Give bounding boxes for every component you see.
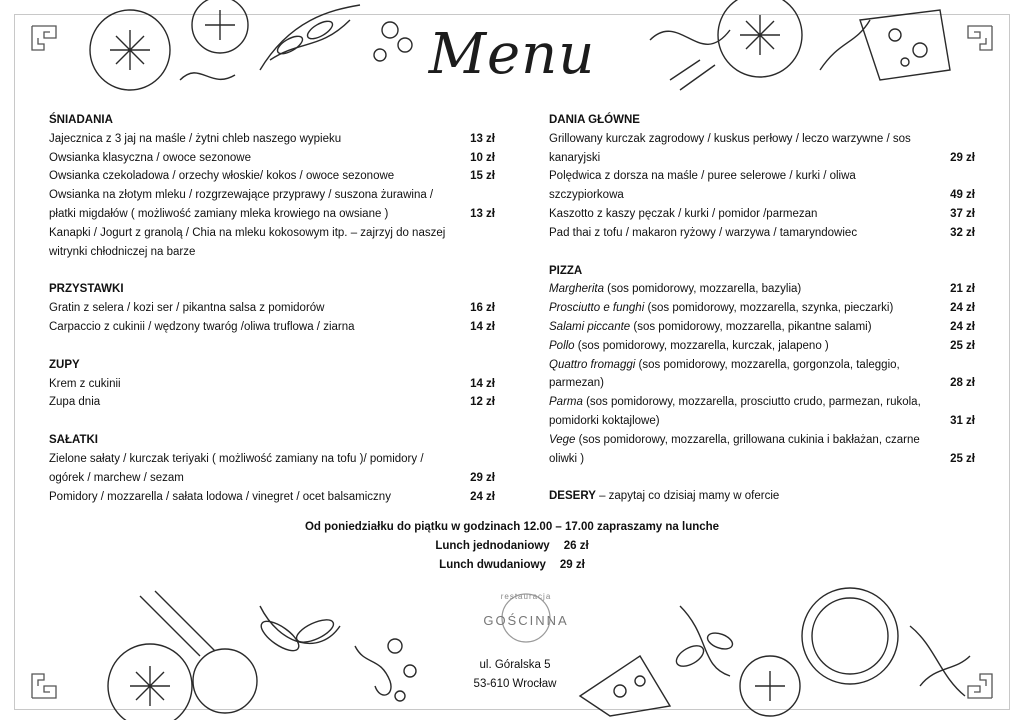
item-price: 24 zł: [950, 302, 975, 315]
pizza-name: Salami piccante: [549, 320, 631, 333]
pizza-description: (sos pomidorowy, mozzarella, bazylia): [603, 283, 802, 296]
item-price: 13 zł: [470, 132, 495, 145]
menu-item: [549, 130, 975, 168]
desserts-line: [549, 487, 975, 506]
item-price: 25 zł: [950, 452, 975, 465]
menu-item: [49, 299, 495, 318]
lunch-option: [0, 537, 1024, 556]
item-price: 49 zł: [950, 189, 975, 202]
item-name: Krem z cukinii: [49, 377, 121, 390]
address-city: 53-610 Wrocław: [473, 678, 557, 690]
item-price: 24 zł: [470, 490, 495, 503]
pizza-item: [549, 299, 975, 318]
pizza-description: (sos pomidorowy, mozzarella, kurczak, jalapeno ): [574, 339, 829, 352]
lunch-intro: Od poniedziałku do piątku w godzinach 12.00 – 17.00 zapraszamy na lunche: [304, 521, 720, 533]
item-name: Owsianka czekoladowa / orzechy włoskie/ kokos / owoce sezonowe: [49, 170, 395, 183]
pizza-item: [549, 318, 975, 337]
address: [440, 656, 590, 694]
pizza-item: [549, 280, 975, 299]
menu-item: [49, 149, 495, 168]
item-name: Carpaccio z cukinii / wędzony twaróg /oliwa truflowa / ziarna: [49, 320, 355, 333]
item-price: 13 zł: [470, 207, 495, 220]
pizza-description: (sos pomidorowy, mozzarella, pikantne salami): [630, 320, 872, 333]
pizza-description: (sos pomidorowy, mozzarella, grillowana cukinia i bakłażan, czarne oliwki ): [549, 433, 920, 465]
section-heading-soups: ZUPY: [49, 358, 80, 371]
address-street: ul. Góralska 5: [479, 659, 551, 671]
menu-item: [49, 224, 495, 262]
restaurant-logo: [476, 588, 576, 628]
section-heading-salads: SAŁATKI: [49, 434, 98, 447]
item-price: 31 zł: [950, 414, 975, 427]
menu-item: [49, 318, 495, 337]
lunch-option-label: Lunch dwudaniowy: [439, 559, 546, 571]
pizza-name: Parma: [549, 396, 583, 409]
menu-item: [49, 375, 495, 394]
menu-item: [49, 488, 495, 507]
section-heading-desserts: DESERY: [549, 490, 596, 503]
section-heading-starters: PRZYSTAWKI: [49, 283, 124, 296]
menu-item: [549, 224, 975, 243]
item-name: Zupa dnia: [49, 396, 101, 409]
item-price: 28 zł: [950, 377, 975, 390]
item-price: 14 zł: [470, 320, 495, 333]
menu-item: [49, 186, 495, 224]
bottom-left-food-illustration: [90, 586, 450, 720]
lunch-offer: [0, 518, 1024, 575]
item-price: 37 zł: [950, 207, 975, 220]
item-name: Owsianka na złotym mleku / rozgrzewające przyprawy / suszona żurawina / płatki migdałów ( możliwość zamiany mleka krowiego na owsiane ): [49, 189, 434, 220]
pizza-item: [549, 393, 975, 431]
right-column: [549, 111, 975, 506]
menu-item: [549, 205, 975, 224]
item-name: Polędwica z dorsza na maśle / puree selerowe / kurki / oliwa szczypiorkowa: [549, 170, 856, 202]
item-name: Grillowany kurczak zagrodowy / kuskus perłowy / leczo warzywne / sos kanaryjski: [549, 132, 911, 164]
item-price: 16 zł: [470, 302, 495, 315]
desserts-text: – zapytaj co dzisiaj mamy w ofercie: [595, 490, 780, 503]
lunch-option-label: Lunch jednodaniowy: [435, 540, 550, 552]
pizza-item: [549, 356, 975, 394]
left-column: [49, 111, 495, 506]
item-name: Pad thai z tofu / makaron ryżowy / warzywa / tamaryndowiec: [549, 226, 858, 239]
item-price: 14 zł: [470, 377, 495, 390]
item-name: Owsianka klasyczna / owoce sezonowe: [49, 151, 251, 164]
item-price: 32 zł: [950, 226, 975, 239]
pizza-item: [549, 431, 975, 469]
item-price: 29 zł: [470, 471, 495, 484]
lunch-option-price: 29 zł: [559, 559, 585, 571]
lunch-option: [0, 556, 1024, 575]
pizza-description: (sos pomidorowy, mozzarella, szynka, pieczarki): [644, 302, 894, 315]
section-heading-breakfast: ŚNIADANIA: [49, 114, 113, 126]
menu-item: [549, 167, 975, 205]
menu-item: [49, 393, 495, 412]
pizza-name: Vege: [549, 433, 576, 446]
section-heading-mains: DANIA GŁÓWNE: [549, 114, 640, 126]
menu-title: Menu: [428, 22, 596, 87]
section-heading-pizza: PIZZA: [549, 264, 583, 277]
corner-ornament-bottom-right: [966, 672, 994, 700]
corner-ornament-bottom-left: [30, 672, 58, 700]
bottom-right-food-illustration: [560, 586, 980, 720]
item-name: Kaszotto z kaszy pęczak / kurki / pomidor /parmezan: [549, 207, 818, 220]
item-name: Pomidory / mozzarella / sałata lodowa / vinegret / ocet balsamiczny: [49, 490, 391, 503]
item-price: 10 zł: [470, 151, 495, 164]
menu-item: [49, 450, 495, 488]
lunch-option-price: 26 zł: [563, 540, 589, 552]
item-price: 25 zł: [950, 339, 975, 352]
item-price: 21 zł: [950, 283, 975, 296]
pizza-item: [549, 337, 975, 356]
pizza-description: (sos pomidorowy, mozzarella, gorgonzola, taleggio, parmezan): [549, 358, 900, 390]
menu-item: [49, 130, 495, 149]
item-price: 12 zł: [470, 396, 495, 409]
item-name: Kanapki / Jogurt z granolą / Chia na mleku kokosowym itp. – zajrzyj do naszej witrynki chłodniczej na barze: [49, 226, 446, 258]
item-price: 15 zł: [470, 170, 495, 183]
item-name: Jajecznica z 3 jaj na maśle / żytni chleb naszego wypieku: [49, 132, 342, 145]
pizza-name: Pollo: [549, 339, 575, 352]
pizza-name: Prosciutto e funghi: [549, 302, 645, 315]
pizza-name: Quattro fromaggi: [549, 358, 636, 371]
pizza-name: Margherita: [549, 283, 604, 296]
logo-name: GOŚCINNA: [483, 613, 569, 628]
item-price: 24 zł: [950, 320, 975, 333]
item-price: 29 zł: [950, 151, 975, 164]
item-name: Zielone sałaty / kurczak teriyaki ( możliwość zamiany na tofu )/ pomidory / ogórek / marchew / sezam: [49, 452, 424, 484]
item-name: Gratin z selera / kozi ser / pikantna salsa z pomidorów: [49, 302, 325, 315]
logo-subtitle: restauracja: [500, 592, 552, 601]
menu-item: [49, 167, 495, 186]
pizza-description: (sos pomidorowy, mozzarella, prosciutto crudo, parmezan, rukola, pomidorki koktajlowe): [549, 396, 921, 427]
